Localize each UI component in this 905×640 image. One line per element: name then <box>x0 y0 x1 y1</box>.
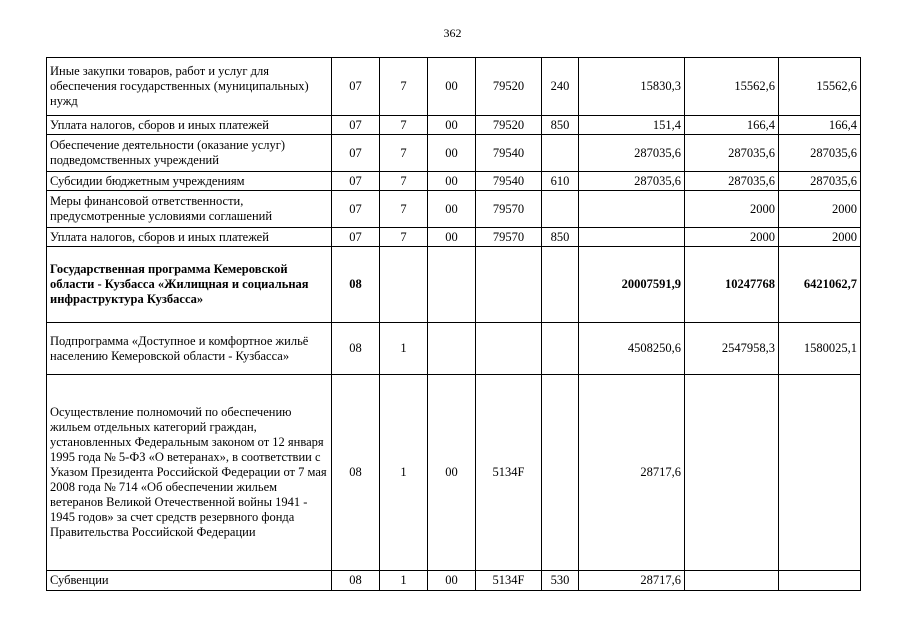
section-cell: 07 <box>332 228 380 247</box>
expense-type-cell <box>542 135 579 172</box>
amount-year2-cell: 287035,6 <box>685 172 779 191</box>
program-cell: 00 <box>428 228 476 247</box>
program-cell: 00 <box>428 172 476 191</box>
amount-year2-cell: 2000 <box>685 228 779 247</box>
table-row <box>47 228 861 247</box>
subsection-cell: 7 <box>380 116 428 135</box>
section-cell: 08 <box>332 375 380 571</box>
expense-type-cell: 530 <box>542 571 579 591</box>
amount-year1-cell: 28717,6 <box>579 375 685 571</box>
program-cell <box>428 247 476 323</box>
table-row <box>47 247 861 323</box>
amount-year3-cell <box>779 571 861 591</box>
amount-year1-cell: 287035,6 <box>579 135 685 172</box>
budget-table <box>46 57 861 591</box>
table-row <box>47 116 861 135</box>
section-cell: 07 <box>332 58 380 116</box>
row-name-cell: Осуществление полномочий по обеспечению жильем отдельных категорий граждан, установленных Федеральным законом от 12 января 1995 года № 5-ФЗ «О ветеранах», в соответствии с Указом Президента Российской Федерации от 7 мая 2008 года № 714 «Об обеспечении жильем ветеранов Великой Отечественной войны 1941 - 1945 годов» за счет средств резервного фонда Правительства Российской Федерации <box>47 375 332 571</box>
expense-type-cell <box>542 375 579 571</box>
program-cell: 00 <box>428 375 476 571</box>
amount-year1-cell <box>579 228 685 247</box>
target-code-cell: 5134F <box>476 571 542 591</box>
row-name-cell: Обеспечение деятельности (оказание услуг) подведомственных учреждений <box>47 135 332 172</box>
program-cell: 00 <box>428 571 476 591</box>
section-cell: 07 <box>332 172 380 191</box>
amount-year3-cell: 166,4 <box>779 116 861 135</box>
program-cell: 00 <box>428 135 476 172</box>
amount-year3-cell: 15562,6 <box>779 58 861 116</box>
row-name-cell: Подпрограмма «Доступное и комфортное жильё населению Кемеровской области - Кузбасса» <box>47 323 332 375</box>
amount-year1-cell: 15830,3 <box>579 58 685 116</box>
section-cell: 08 <box>332 571 380 591</box>
amount-year2-cell: 15562,6 <box>685 58 779 116</box>
subsection-cell: 7 <box>380 191 428 228</box>
table-row <box>47 323 861 375</box>
target-code-cell: 79540 <box>476 135 542 172</box>
program-cell: 00 <box>428 116 476 135</box>
amount-year3-cell: 2000 <box>779 191 861 228</box>
row-name-cell: Субсидии бюджетным учреждениям <box>47 172 332 191</box>
subsection-cell <box>380 247 428 323</box>
expense-type-cell: 610 <box>542 172 579 191</box>
expense-type-cell: 850 <box>542 116 579 135</box>
table-row <box>47 375 861 571</box>
page-number: 362 <box>443 26 462 40</box>
target-code-cell: 79540 <box>476 172 542 191</box>
amount-year3-cell: 287035,6 <box>779 135 861 172</box>
section-cell: 07 <box>332 191 380 228</box>
table-row <box>47 191 861 228</box>
amount-year3-cell: 287035,6 <box>779 172 861 191</box>
subsection-cell: 7 <box>380 58 428 116</box>
program-cell: 00 <box>428 191 476 228</box>
target-code-cell: 5134F <box>476 375 542 571</box>
amount-year2-cell: 287035,6 <box>685 135 779 172</box>
table-row <box>47 571 861 591</box>
amount-year2-cell: 2547958,3 <box>685 323 779 375</box>
amount-year1-cell <box>579 191 685 228</box>
target-code-cell <box>476 323 542 375</box>
amount-year1-cell: 4508250,6 <box>579 323 685 375</box>
row-name-cell: Субвенции <box>47 571 332 591</box>
row-name-cell: Меры финансовой ответственности, предусмотренные условиями соглашений <box>47 191 332 228</box>
subsection-cell: 7 <box>380 172 428 191</box>
amount-year3-cell <box>779 375 861 571</box>
row-name-cell: Уплата налогов, сборов и иных платежей <box>47 116 332 135</box>
table-row <box>47 135 861 172</box>
subsection-cell: 7 <box>380 135 428 172</box>
section-cell: 08 <box>332 247 380 323</box>
amount-year3-cell: 2000 <box>779 228 861 247</box>
amount-year3-cell: 1580025,1 <box>779 323 861 375</box>
subsection-cell: 1 <box>380 323 428 375</box>
amount-year1-cell: 20007591,9 <box>579 247 685 323</box>
amount-year1-cell: 287035,6 <box>579 172 685 191</box>
section-cell: 08 <box>332 323 380 375</box>
subsection-cell: 1 <box>380 375 428 571</box>
expense-type-cell <box>542 247 579 323</box>
target-code-cell <box>476 247 542 323</box>
target-code-cell: 79570 <box>476 191 542 228</box>
row-name-cell: Уплата налогов, сборов и иных платежей <box>47 228 332 247</box>
row-name-cell: Иные закупки товаров, работ и услуг для обеспечения государственных (муниципальных) нужд <box>47 58 332 116</box>
target-code-cell: 79520 <box>476 58 542 116</box>
target-code-cell: 79570 <box>476 228 542 247</box>
amount-year1-cell: 28717,6 <box>579 571 685 591</box>
expense-type-cell: 850 <box>542 228 579 247</box>
table-row <box>47 172 861 191</box>
amount-year2-cell: 2000 <box>685 191 779 228</box>
amount-year2-cell <box>685 571 779 591</box>
expense-type-cell <box>542 323 579 375</box>
target-code-cell: 79520 <box>476 116 542 135</box>
subsection-cell: 7 <box>380 228 428 247</box>
amount-year2-cell <box>685 375 779 571</box>
section-cell: 07 <box>332 116 380 135</box>
amount-year1-cell: 151,4 <box>579 116 685 135</box>
table-row <box>47 58 861 116</box>
program-cell: 00 <box>428 58 476 116</box>
amount-year2-cell: 10247768 <box>685 247 779 323</box>
row-name-cell: Государственная программа Кемеровской области - Кузбасса «Жилищная и социальная инфраструктура Кузбасса» <box>47 247 332 323</box>
expense-type-cell <box>542 191 579 228</box>
section-cell: 07 <box>332 135 380 172</box>
amount-year2-cell: 166,4 <box>685 116 779 135</box>
subsection-cell: 1 <box>380 571 428 591</box>
expense-type-cell: 240 <box>542 58 579 116</box>
program-cell <box>428 323 476 375</box>
amount-year3-cell: 6421062,7 <box>779 247 861 323</box>
